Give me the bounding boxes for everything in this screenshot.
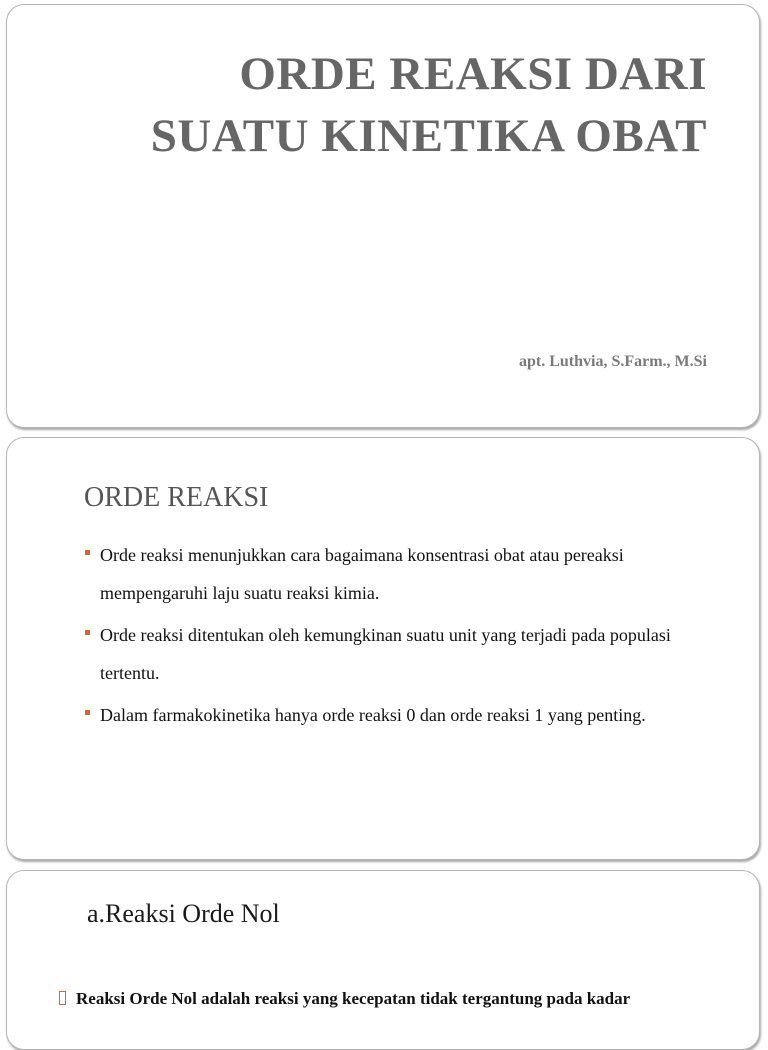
bullet-item — [59, 989, 749, 1009]
bullet-text: Orde reaksi menunjukkan cara bagaimana konsentrasi obat atau pereaksi mempengaruhi laju suatu reaksi kimia. — [100, 545, 624, 603]
square-bullet-icon — [85, 710, 90, 715]
bullet-item — [84, 616, 724, 692]
slide-title-line-1: ORDE REAKSI DARI — [239, 48, 707, 100]
box-bullet-icon — [59, 991, 66, 1005]
bullet-text: Dalam farmakokinetika hanya orde reaksi 0 dan orde reaksi 1 yang penting. — [100, 705, 646, 725]
bullet-item — [84, 536, 724, 612]
slide-title — [151, 43, 707, 167]
slide-heading: a.Reaksi Orde Nol — [87, 899, 280, 928]
author-name: apt. Luthvia, S.Farm., M.Si — [518, 353, 707, 370]
bullet-text: Reaksi Orde Nol adalah reaksi yang kecepatan tidak tergantung pada kadar — [76, 989, 631, 1008]
title-slide — [6, 4, 760, 428]
square-bullet-icon — [85, 630, 90, 635]
slide-heading: ORDE REAKSI — [84, 482, 269, 513]
orde-reaksi-slide — [6, 437, 760, 860]
reaksi-orde-nol-slide — [6, 870, 760, 1050]
bullet-item — [84, 696, 724, 734]
square-bullet-icon — [85, 550, 90, 555]
bullet-list — [84, 536, 724, 738]
bullet-text: Orde reaksi ditentukan oleh kemungkinan suatu unit yang terjadi pada populasi tertentu. — [100, 625, 671, 683]
slide-title-line-2: SUATU KINETIKA OBAT — [150, 110, 707, 162]
